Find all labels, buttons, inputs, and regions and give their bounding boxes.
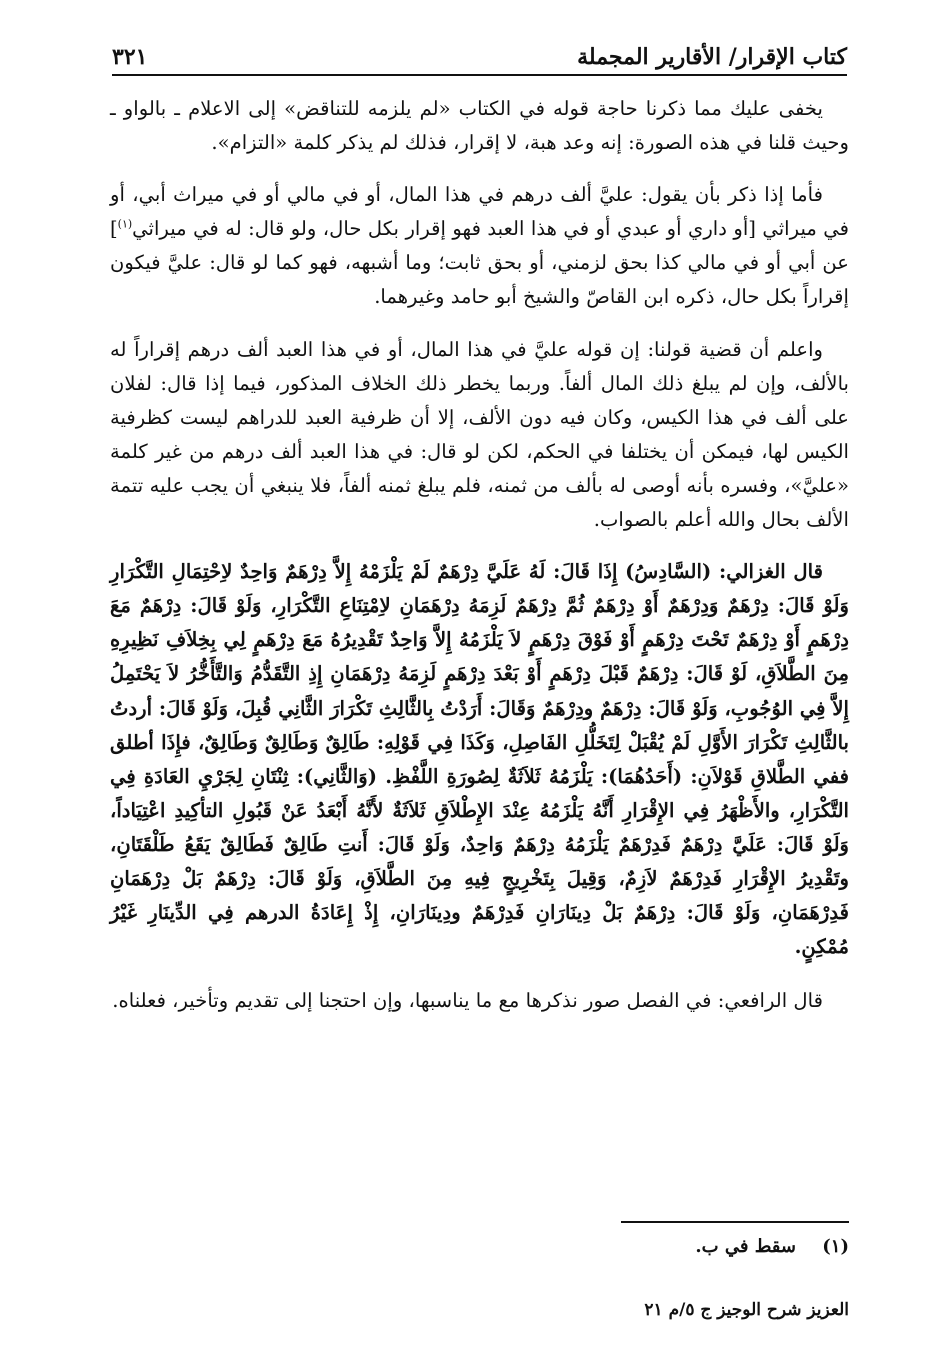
chapter-title: كتاب الإقرار/ الأقارير المجملة: [577, 44, 847, 70]
page-number: ٣٢١: [112, 44, 148, 70]
paragraph-2-part-b: ] عن أبي أو في مالي كذا بحق لزمني، أو بحق ثابت؛ وما أشبهه، فهو كما لو قال: عليَّ فيكون إقراراً بكل حال، ذكره ابن القاصّ والشيخ أبو حامد وغيرهما.: [110, 217, 849, 309]
footnote: [695, 1236, 849, 1257]
main-text: [110, 92, 849, 1036]
ghazali-quote: قال الغزالي: (السَّادِسُ) إِذَا قَالَ: لَهُ عَلَيَّ دِرْهَمٌ لَمْ يَلْزَمْهُ إِلاَّ دِرْهَمٌ وَاحِدٌ لاِحْتِمَالِ التَّكْرَارِ وَلَوْ قَالَ: دِرْهَمٌ وَدِرْهَمٌ أَوْ دِرْهَمٌ ثُمَّ دِرْهَمٌ لَزِمَهُ دِرْهَمَانِ لاِمْتِنَاعِ التَّكْرَارِ، وَلَوْ قَالَ: دِرْهَمٌ مَعَ دِرْهَمٍ أَوْ دِرْهَمٌ تَحْتَ دِرْهَمٍ أَوْ فَوْقَ دِرْهَمٍ لاَ يَلْزَمُهُ إِلاَّ وَاحِدٌ تَقْدِيرُهُ مَعَ دِرْهَمٍ لِي بِخِلاَفِ نَظِيرِهِ مِنَ الطَّلاَقِ، لَوْ قَالَ: دِرْهَمٌ قَبْلَ دِرْهَمٍ أَوْ بَعْدَ دِرْهَمٍ لَزِمَهُ دِرْهَمَانِ إِذِ التَّقَدُّمُ وَالتَّأَخُّرُ لاَ يَحْتَمِلُ إِلاَّ فِي الوُجُوبِ، وَلَوْ قَالَ: دِرْهَمٌ ودِرْهَمٌ وَقَالَ: أَرَدْتُ بِالثَّالِثِ تَكْرَارَ الثَّانِي قُبِلَ، وَلَوْ قَالَ: أردتُ بالثَّالِثِ تَكْرَارَ الأَوَّلِ لَمْ يُقْبَلْ لِتَخَلُّلِ الفَاصِلِ، وَكَذَا فِي قَوْلِهِ: طَالِقٌ وَطَالِقٌ وَطَالِقٌ، فإِذَا أطلق ففي الطَّلاقِ قَوْلاَنِ: (أَحَدُهُمَا): يَلْزَمُهُ ثَلاَثَةٌ لِصُورَةِ اللَّفْظِ. (وَالثَّانِي): ثِنْتَانِ لِجَرْيِ العَادَةِ فِي التَّكْرَارِ، والأَظْهَرُ فِي الإِقْرَارِ أَنَّهُ يَلْزَمُهُ عِنْدَ الإِطْلاَقِ ثَلاَثَةٌ لأَنَّهُ أَبْعَدُ عَنْ قَبُولِ التأكِيدِ اعْتِيَاداً، وَلَوْ قَالَ: عَلَيَّ دِرْهَمٌ فَدِرْهَمٌ يَلْزَمُهُ دِرْهَمٌ وَاحِدٌ، وَلَوْ قَالَ: أَنتِ طَالِقٌ فَطَالِقٌ يَقَعُ طَلْقَتَانِ، وتَقْدِيرُ الإِقْرَارِ فَدِرْهَمٌ لاَزِمٌ، وَقِيلَ بِتَخْرِيجٍ فِيهِ مِنَ الطَّلاَقِ، وَلَوْ قَالَ: دِرْهَمٌ بَلْ دِرْهَمَانِ فَدِرْهَمَانِ، وَلَوْ قَالَ: دِرْهَمٌ بَلْ دِينَارَانِ فَدِرْهَمٌ ودِينَارَانِ، إِذْ إِعَادَةُ الدرهم فِي الدِّينَارِ غَيْرُ مُمْكِنٍ.: [110, 560, 849, 959]
page-footer: العزيز شرح الوجيز ج ٥/م ٢١: [644, 1300, 849, 1320]
footnote-separator: [621, 1221, 849, 1223]
paragraph-2: [110, 178, 849, 314]
paragraph-3: واعلم أن قضية قولنا: إن قوله عليَّ في هذا المال، أو في هذا العبد ألف درهم إقراراً له بالألف، وإن لم يبلغ ذلك المال ألفاً. وربما يخطر ذلك الخلاف المذكور، فيما إذا قال: لفلان على ألف في هذا الكيس، وكان فيه دون الألف، إلا أن ظرفية العبد للدراهم ليست كظرفية الكيس لها، فيمكن أن يختلفا في الحكم، لكن لو قال: في هذا العبد ألف درهم من غير كلمة «عليَّ»، وفسره بأنه أوصى له بألف من ثمنه، فلم يبلغ ثمنه ألفاً، فلا ينبغي أن يجب عليه تتمة الألف بحال والله أعلم بالصواب.: [110, 337, 849, 532]
footnote-reference[interactable]: (١): [117, 217, 133, 231]
footnote-number: (١): [822, 1236, 849, 1257]
paragraph-2-part-a: فأما إذا ذكر بأن يقول: عليَّ ألف درهم في هذا المال، أو في مالي أو في ميراث أبي، أو في ميراثي [أو داري أو عبدي أو في هذا العبد فهو إقرار بكل حال، ولو قال: له في ميراثي: [110, 183, 849, 241]
footnote-text: سقط في ب.: [695, 1236, 796, 1257]
rafii-paragraph: قال الرافعي: في الفصل صور نذكرها مع ما يناسبها، وإن احتجنا إلى تقديم وتأخير، فعلناه.: [112, 989, 823, 1013]
paragraph-1: يخفى عليك مما ذكرنا حاجة قوله في الكتاب «لم يلزمه للتناقض» إلى الاعلام ـ بالواو ـ وحيث قلنا في هذه الصورة: إنه وعد هبة، لا إقرار، فذلك لم يذكر كلمة «التزام».: [110, 97, 849, 155]
running-header: [112, 30, 847, 76]
